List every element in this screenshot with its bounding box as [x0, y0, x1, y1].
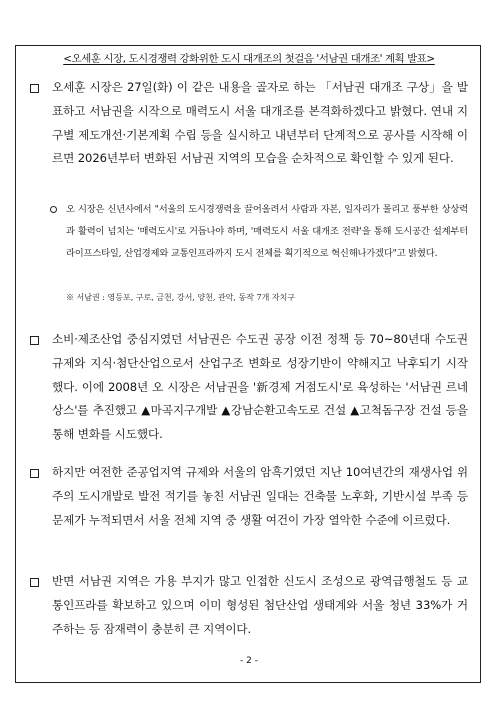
- footnote: ※ 서남권 : 영등포, 구로, 금천, 강서, 양천, 관악, 동작 7개 자치구: [66, 293, 296, 302]
- checkbox-bullet-icon: [30, 336, 39, 345]
- checkbox-bullet-icon: [30, 84, 39, 93]
- sub-paragraph: [50, 199, 468, 265]
- paragraph-3: [30, 461, 468, 532]
- paragraph-text: 소비·제조산업 중심지였던 서남권은 수도권 공장 이전 정책 등 70~80년대 수도권 규제와 지식·첨단산업으로서 산업구조 변화로 성장기반이 약해지고 낙후되기 시작했다. 이에 2008년 오 시장은 서남권을 '新경제 거점도시'로 육성하는 '서남권 르네상스'를 추진했고 ▲마곡지구개발 ▲강남순환고속도로 건설 ▲고척돔구장 건설 등을 통해 변화를 시도했다.: [52, 332, 468, 442]
- paragraph-4: [30, 570, 468, 641]
- sub-paragraph-text: 오 시장은 신년사에서 "서울의 도시경쟁력을 끌어올려서 사람과 자본, 일자리가 몰리고 풍부한 상상력과 활력이 넘치는 '매력도시'로 거듭나야 하며, '매력도시 서울 대개조 전략'을 통해 도시공간 설계부터 라이프스타일, 산업경제와 교통인프라까지 도시 전체를 획기적으로 혁신해나가겠다"고 밝혔다.: [66, 204, 468, 259]
- page-number: - 2 -: [240, 656, 258, 666]
- circle-bullet-icon: [50, 206, 57, 213]
- paragraph-text: 반면 서남권 지역은 가용 부지가 많고 인접한 신도시 조성으로 광역급행철도 등 교통인프라를 확보하고 있으며 이미 형성된 첨단산업 생태계와 서울 청년 33%가 거주하는 등 잠재력이 충분히 큰 지역이다.: [52, 574, 468, 636]
- paragraph-2: [30, 328, 468, 447]
- paragraph-1: [30, 76, 468, 171]
- paragraph-text: 하지만 여전한 준공업지역 규제와 서울의 암흑기였던 지난 10여년간의 재생사업 위주의 도시개발로 발전 적기를 놓친 서남권 일대는 건축물 노후화, 기반시설 부족 등 문제가 누적되면서 서울 전체 지역 중 생활 여건이 가장 열악한 수준에 이르렀다.: [52, 465, 468, 527]
- checkbox-bullet-icon: [30, 578, 39, 587]
- checkbox-bullet-icon: [30, 469, 39, 478]
- document-title: <오세훈 시장, 도시경쟁력 강화위한 도시 대개조의 첫걸음 '서남권 대개조' 계획 발표>: [63, 53, 435, 65]
- paragraph-text: 오세훈 시장은 27일(화) 이 같은 내용을 골자로 하는 「서남권 대개조 구상」을 발표하고 서남권을 시작으로 매력도시 서울 대개조를 본격화하겠다고 밝혔다. 연내 지구별 제도개선·기본계획 수립 등을 실시하고 내년부터 단계적으로 공사를 시작해 이르면 2026년부터 변화된 서남권 지역의 모습을 순차적으로 확인할 수 있게 된다.: [52, 80, 468, 166]
